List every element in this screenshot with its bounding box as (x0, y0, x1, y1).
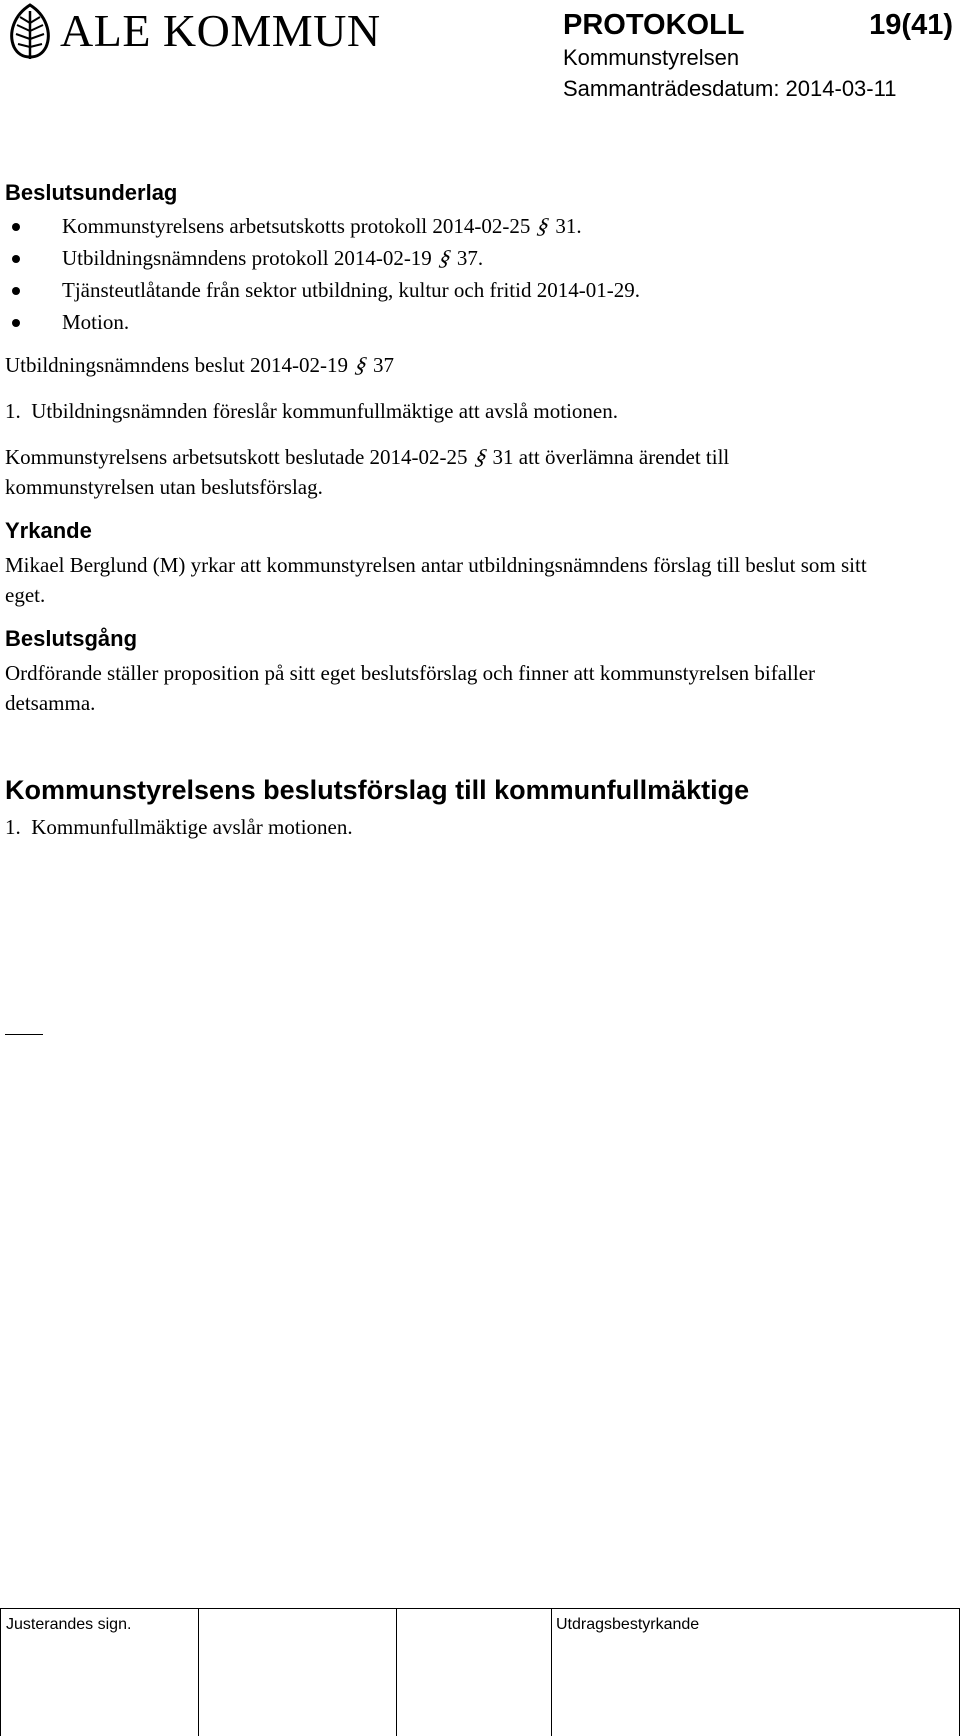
beslutsunderlag-list (5, 210, 955, 338)
heading-beslutsunderlag: Beslutsunderlag (5, 180, 178, 205)
heading-yrkande: Yrkande (5, 518, 92, 543)
footer-divider (0, 1608, 1, 1736)
list-item: Kommunstyrelsens arbetsutskotts protokoll 2014-02-25 §31. (5, 210, 955, 242)
beslutsgang-text: Ordförande ställer proposition på sitt eget beslutsförslag och finner att kommunstyrelsen bifaller detsamma. (5, 661, 816, 715)
forslag-point: 1. Kommunfullmäktige avslår motionen. (5, 815, 353, 839)
document-type: PROTOKOLL (563, 9, 745, 41)
leaf-logo-icon (4, 3, 56, 61)
signature-footer (0, 1608, 960, 1736)
end-rule (5, 1034, 43, 1035)
list-item: Motion. (5, 306, 955, 338)
bullet-icon (12, 255, 20, 263)
meeting-date: Sammanträdesdatum: 2014-03-11 (563, 76, 897, 101)
footer-top-line (0, 1608, 960, 1609)
ksau-paragraph: Kommunstyrelsens arbetsutskott beslutade 2014-02-25 §31 att överlämna ärendet till kommunstyrelsen utan beslutsförslag. (5, 444, 730, 499)
footer-divider (396, 1608, 397, 1736)
footer-divider (198, 1608, 199, 1736)
protocol-body (5, 178, 955, 842)
logo (4, 3, 56, 61)
bullet-icon (12, 223, 20, 231)
un-beslut-point: 1. Utbildningsnämnden föreslår kommunfullmäktige att avslå motionen. (5, 399, 618, 423)
logo-text: ALE KOMMUN (60, 5, 381, 56)
list-item: Tjänsteutlåtande från sektor utbildning, kultur och fritid 2014-01-29. (5, 274, 955, 306)
page-number: 19(41) (869, 9, 953, 41)
un-beslut-line: Utbildningsnämndens beslut 2014-02-19 §37 (5, 352, 394, 377)
heading-forslag: Kommunstyrelsens beslutsförslag till kommunfullmäktige (5, 775, 750, 805)
yrkande-text: Mikael Berglund (M) yrkar att kommunstyrelsen antar utbildningsnämndens förslag till beslut som sitt eget. (5, 553, 867, 607)
footer-divider (551, 1608, 552, 1736)
justerandes-sign-label: Justerandes sign. (6, 1616, 132, 1633)
utdragsbestyrkande-label: Utdragsbestyrkande (556, 1616, 700, 1633)
committee-name: Kommunstyrelsen (563, 45, 740, 70)
header-info (563, 8, 953, 104)
heading-beslutsgang: Beslutsgång (5, 626, 138, 651)
bullet-icon (12, 287, 20, 295)
bullet-icon (12, 319, 20, 327)
list-item: Utbildningsnämndens protokoll 2014-02-19 §37. (5, 242, 955, 274)
